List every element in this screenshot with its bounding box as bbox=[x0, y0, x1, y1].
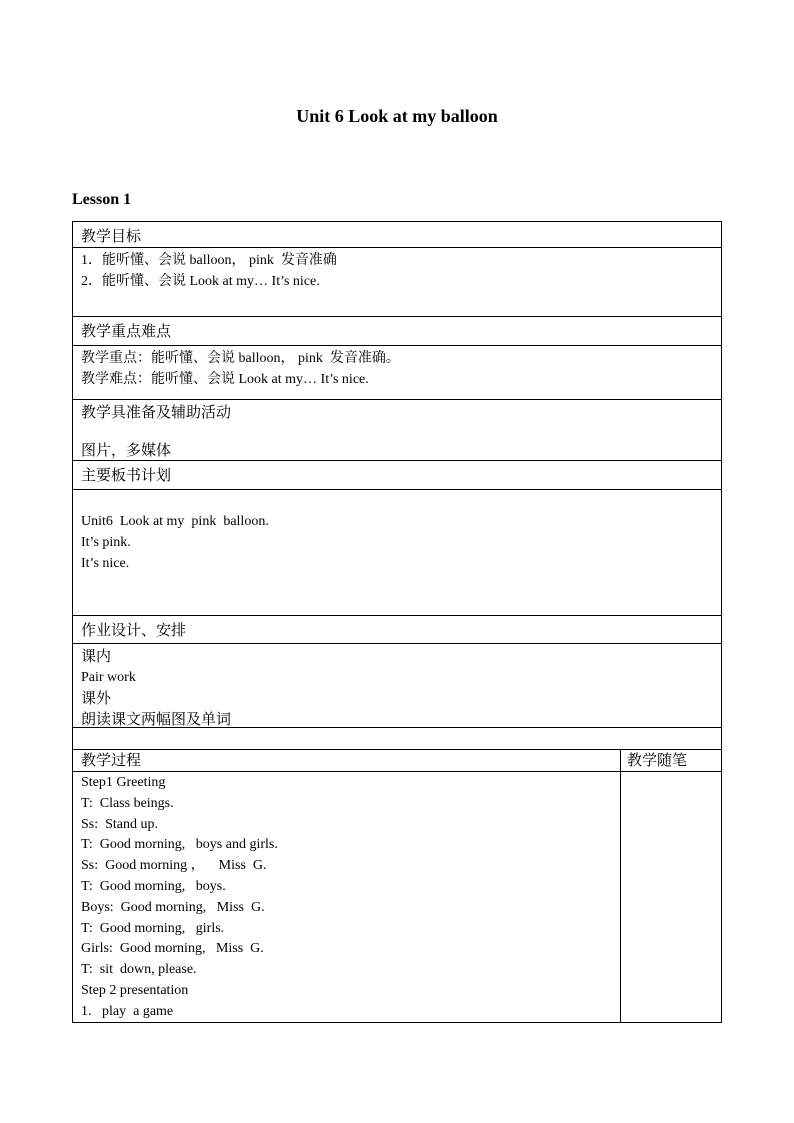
process-line-1: Step1 Greeting bbox=[81, 775, 166, 790]
notes-header: 教学随笔 bbox=[627, 751, 688, 769]
process-header: 教学过程 bbox=[73, 750, 621, 771]
lesson-plan-table bbox=[72, 221, 722, 1023]
board-line-1: Unit6 Look at my pink balloon. bbox=[81, 514, 269, 529]
document-title: Unit 6 Look at my balloon bbox=[296, 106, 498, 126]
objective-line-1: 1．能听懂、会说 balloon， pink 发音准确 bbox=[81, 253, 337, 268]
homework-header: 作业设计、安排 bbox=[72, 616, 722, 644]
board-content bbox=[72, 490, 722, 616]
prep-section bbox=[72, 400, 722, 461]
board-line-3: It’s nice. bbox=[81, 556, 130, 571]
homework-line-4: 朗读课文两幅图及单词 bbox=[81, 710, 232, 728]
homework-line-1: 课内 bbox=[81, 647, 112, 665]
process-line-9: Girls: Good morning, Miss G. bbox=[81, 941, 264, 957]
keypoints-header: 教学重点难点 bbox=[72, 317, 722, 346]
process-line-11: Step 2 presentation bbox=[81, 982, 189, 998]
keypoint-line-2: 教学难点：能听懂、会说 Look at my… It’s nice. bbox=[81, 372, 369, 387]
objectives-content bbox=[72, 248, 722, 317]
prep-content: 图片，多媒体 bbox=[81, 441, 172, 459]
process-line-3: Ss: Stand up. bbox=[81, 816, 159, 832]
homework-content bbox=[72, 644, 722, 728]
homework-line-3: 课外 bbox=[81, 689, 112, 707]
process-line-7: Boys: Good morning, Miss G. bbox=[81, 899, 265, 915]
process-line-5: Ss: Good morning ， Miss G. bbox=[81, 858, 267, 874]
board-line-2: It’s pink. bbox=[81, 535, 131, 550]
process-line-10: T: sit down, please. bbox=[81, 962, 197, 978]
homework-line-2: Pair work bbox=[81, 670, 136, 685]
process-content bbox=[73, 772, 621, 1022]
lesson-heading: Lesson 1 bbox=[72, 191, 132, 208]
board-header: 主要板书计划 bbox=[72, 461, 722, 490]
notes-content bbox=[621, 772, 721, 1022]
process-line-6: T: Good morning, boys. bbox=[81, 878, 226, 894]
keypoint-line-1: 教学重点：能听懂、会说 balloon， pink 发音准确。 bbox=[81, 351, 400, 366]
keypoints-content bbox=[72, 346, 722, 400]
objectives-header: 教学目标 bbox=[72, 221, 722, 248]
prep-header: 教学具准备及辅助活动 bbox=[81, 403, 232, 421]
process-line-2: T: Class beings. bbox=[81, 795, 174, 811]
objective-line-2: 2．能听懂、会说 Look at my… It’s nice. bbox=[81, 274, 320, 289]
process-line-4: T: Good morning, boys and girls. bbox=[81, 837, 278, 853]
empty-row bbox=[72, 728, 722, 750]
process-line-12: 1. play a game bbox=[81, 1003, 174, 1019]
process-line-8: T: Good morning, girls. bbox=[81, 920, 225, 936]
process-body-row bbox=[72, 772, 722, 1023]
process-header-row bbox=[72, 750, 722, 772]
